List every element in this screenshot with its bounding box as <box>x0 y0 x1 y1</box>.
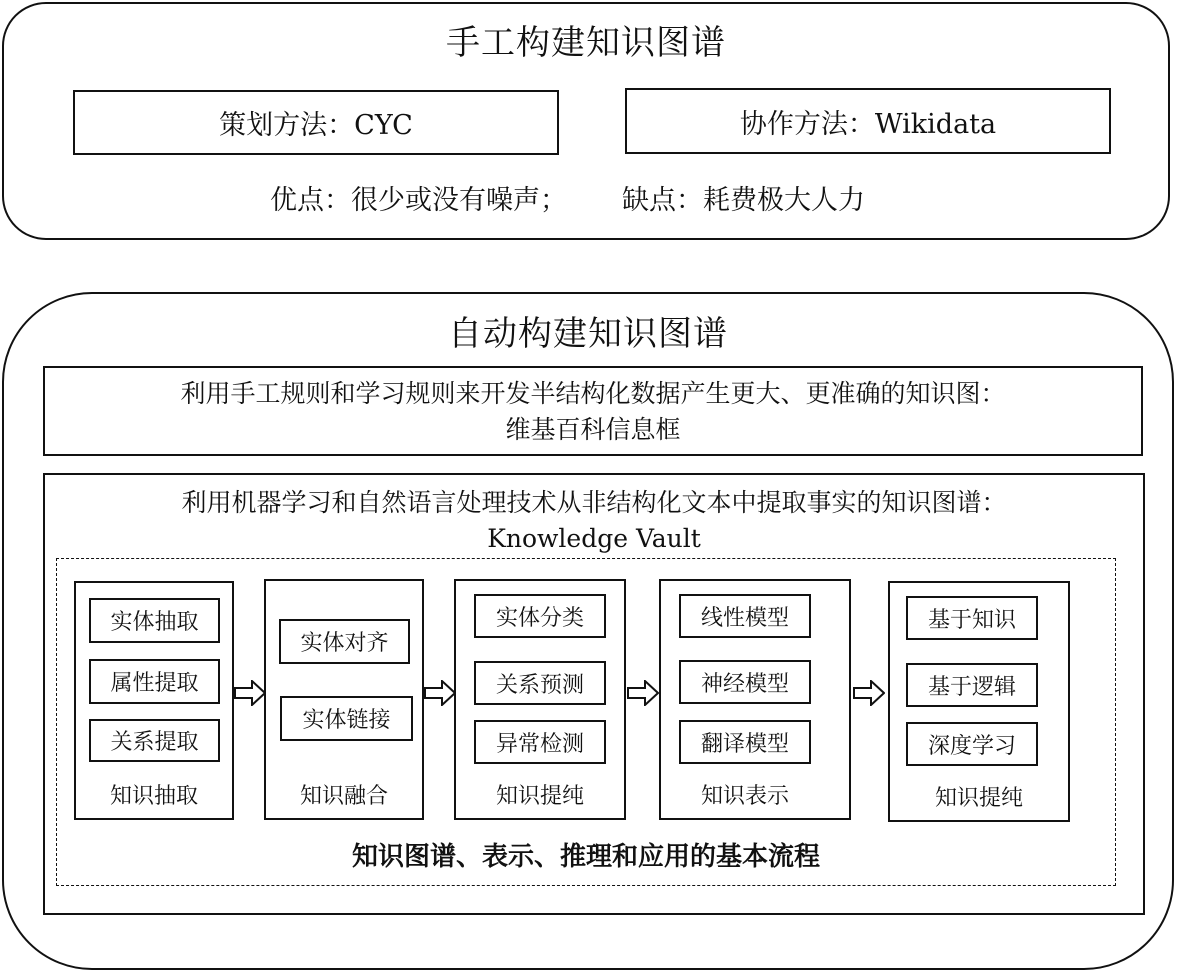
item-anomaly-detection: 异常检测 <box>474 720 606 764</box>
item-entity-classification: 实体分类 <box>474 594 606 638</box>
caption-knowledge-fusion: 知识融合 <box>299 783 388 809</box>
caption-knowledge-representation: 知识表示 <box>700 783 789 809</box>
item-entity-linking: 实体链接 <box>280 696 413 741</box>
collaboration-method-box: 协作方法：Wikidata <box>625 88 1111 154</box>
unstructured-line1: 利用机器学习和自然语言处理技术从非结构化文本中提取事实的知识图谱： <box>181 488 1007 517</box>
item-entity-alignment: 实体对齐 <box>279 619 410 664</box>
unstructured-line2: Knowledge Vault <box>487 524 701 553</box>
arrow-right-icon <box>234 680 266 706</box>
item-attribute-extraction: 属性提取 <box>89 659 220 704</box>
curation-method-box: 策划方法：CYC <box>73 90 559 155</box>
item-neural-model: 神经模型 <box>679 660 811 704</box>
arrow-right-icon <box>853 680 885 706</box>
item-relation-extraction: 关系提取 <box>89 719 220 762</box>
caption-knowledge-reasoning: 知识提纯 <box>934 785 1023 811</box>
item-translation-model: 翻译模型 <box>679 720 811 764</box>
item-entity-extraction: 实体抽取 <box>89 598 220 643</box>
item-relation-prediction: 关系预测 <box>474 661 606 705</box>
cons-text: 缺点：耗费极大人力 <box>622 184 865 216</box>
automatic-title: 自动构建知识图谱 <box>448 313 728 354</box>
caption-knowledge-purification: 知识提纯 <box>495 783 584 809</box>
pipeline-caption: 知识图谱、表示、推理和应用的基本流程 <box>351 841 820 872</box>
semi-structured-box <box>43 366 1143 456</box>
arrow-right-icon <box>424 680 456 706</box>
item-deep-learning: 深度学习 <box>906 722 1038 766</box>
caption-knowledge-extraction: 知识抽取 <box>109 783 198 809</box>
item-knowledge-based: 基于知识 <box>906 596 1038 640</box>
semi-structured-line1: 利用手工规则和学习规则来开发半结构化数据产生更大、更准确的知识图： <box>180 379 1006 408</box>
arrow-right-icon <box>627 680 659 706</box>
semi-structured-line2: 维基百科信息框 <box>505 415 681 444</box>
manual-title: 手工构建知识图谱 <box>446 22 726 63</box>
item-logic-based: 基于逻辑 <box>906 663 1038 707</box>
item-linear-model: 线性模型 <box>679 594 811 638</box>
pros-text: 优点：很少或没有噪声； <box>270 184 567 216</box>
